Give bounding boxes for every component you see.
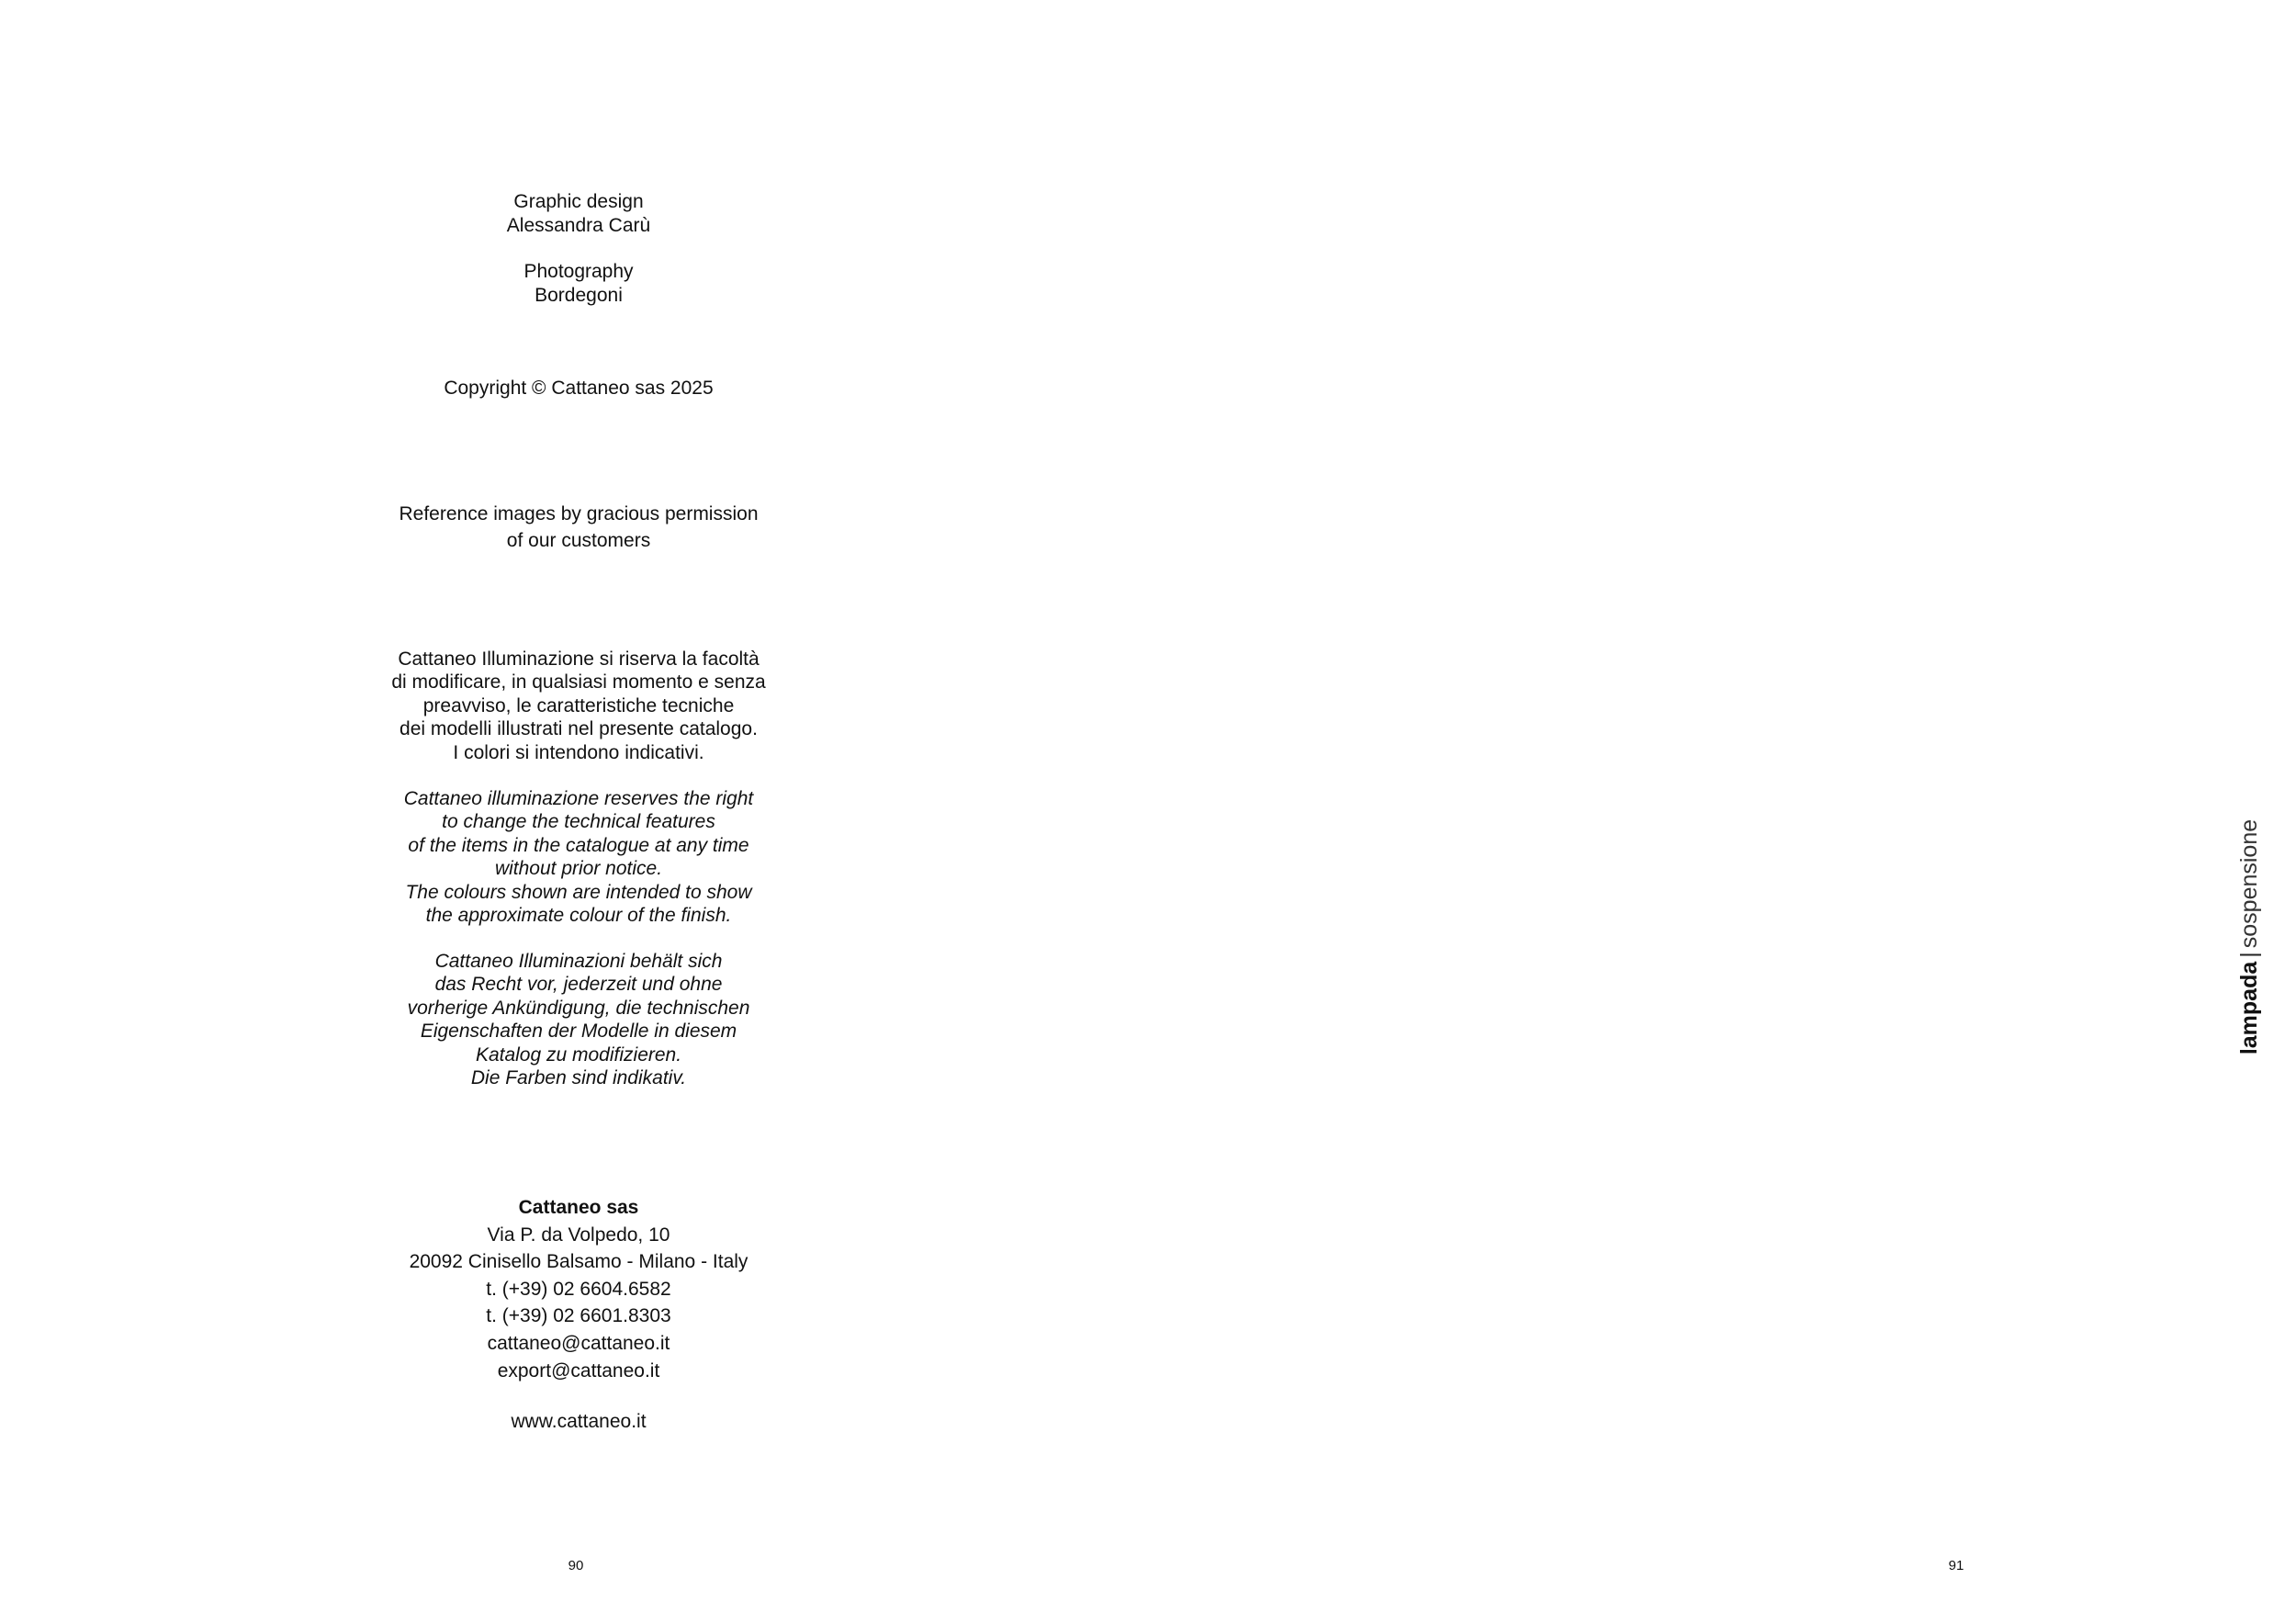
- reference-images-note: [386, 501, 771, 554]
- photographer-name: Bordegoni: [535, 285, 623, 306]
- photography-credit: [386, 260, 771, 308]
- company-phone: t. (+39) 02 6601.8303: [486, 1305, 671, 1327]
- section-side-tab: [2234, 808, 2265, 1066]
- disclaimer-de-line: Eigenschaften der Modelle in diesem: [420, 1021, 737, 1043]
- disclaimer-it-line: I colori si intendono indicativi.: [453, 741, 704, 763]
- copyright-text: Copyright © Cattaneo sas 2025: [444, 378, 714, 399]
- disclaimer-english: [386, 787, 771, 927]
- company-email: cattaneo@cattaneo.it: [487, 1332, 670, 1354]
- photography-label: Photography: [523, 261, 634, 282]
- company-name: Cattaneo sas: [518, 1197, 639, 1218]
- disclaimer-de-line: vorherige Ankündigung, die technischen: [407, 997, 750, 1019]
- disclaimer-german: [386, 950, 771, 1089]
- copyright-notice: [386, 377, 771, 400]
- company-email: export@cattaneo.it: [497, 1359, 660, 1382]
- disclaimer-en-line: The colours shown are intended to show: [405, 881, 752, 903]
- section-product-label: lampada: [2236, 961, 2262, 1055]
- disclaimer-italian: [386, 648, 771, 764]
- disclaimer-de-line: Cattaneo Illuminazioni behält sich: [434, 951, 723, 972]
- disclaimer-en-line: Cattaneo illuminazione reserves the right: [403, 788, 754, 809]
- company-contact-block: [386, 1194, 771, 1384]
- reference-line: Reference images by gracious permission: [399, 503, 759, 524]
- disclaimer-en-line: to change the technical features: [442, 811, 715, 833]
- disclaimer-en-line: without prior notice.: [494, 858, 663, 880]
- right-page: [1148, 0, 2296, 1624]
- graphic-design-credit: [386, 190, 771, 238]
- page-number-left: 90: [568, 1558, 584, 1573]
- company-address: Via P. da Volpedo, 10: [487, 1224, 670, 1246]
- website: [386, 1410, 771, 1434]
- disclaimer-it-line: di modificare, in qualsiasi momento e senza: [391, 671, 766, 694]
- disclaimer-de-line: Katalog zu modifizieren.: [475, 1043, 682, 1066]
- disclaimer-de-line: Die Farben sind indikativ.: [470, 1067, 687, 1089]
- disclaimer-it-line: dei modelli illustrati nel presente catalogo.: [400, 718, 758, 740]
- website-url: www.cattaneo.it: [511, 1411, 647, 1432]
- graphic-designer-name: Alessandra Carù: [506, 215, 651, 236]
- page-number-right: 91: [1948, 1558, 1964, 1573]
- company-phone: t. (+39) 02 6604.6582: [486, 1278, 671, 1300]
- graphic-design-label: Graphic design: [513, 191, 644, 212]
- disclaimer-en-line: the approximate colour of the finish.: [425, 905, 732, 927]
- disclaimer-de-line: das Recht vor, jederzeit und ohne: [434, 974, 723, 996]
- disclaimer-it-line: Cattaneo Illuminazione si riserva la facoltà: [398, 648, 760, 670]
- section-separator: |: [2236, 952, 2262, 958]
- company-city: 20092 Cinisello Balsamo - Milano - Italy: [409, 1251, 748, 1273]
- section-category-label: sospensione: [2236, 818, 2262, 949]
- reference-line: of our customers: [506, 530, 651, 551]
- disclaimer-it-line: preavviso, le caratteristiche tecniche: [422, 694, 735, 716]
- disclaimer-en-line: of the items in the catalogue at any time: [408, 834, 749, 856]
